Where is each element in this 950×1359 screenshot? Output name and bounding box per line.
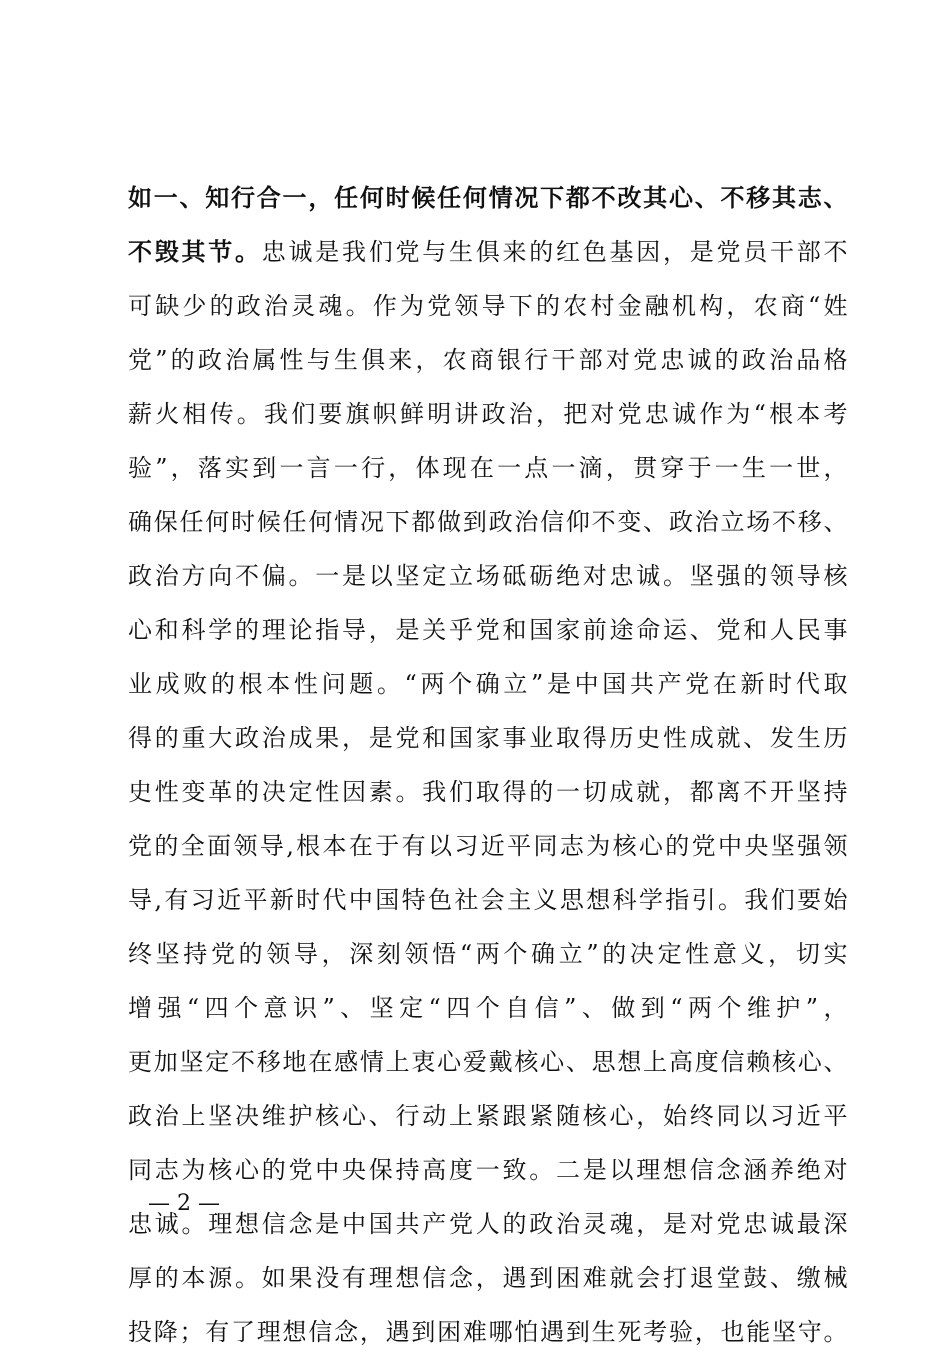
text-line [128,171,848,225]
text-line [128,279,848,333]
line-text: 增强“四个意识”、坚定“四个自信”、做到“两个维护”， [128,994,848,1022]
line-text: 薪火相传。我们要旗帜鲜明讲政治，把对党忠诚作为“根本考 [128,400,848,428]
text-line [128,1089,848,1143]
text-line [128,1143,848,1197]
line-text: 确保任何时候任何情况下都做到政治信仰不变、政治立场不移、 [128,508,848,536]
line-text: 党的全面领导,根本在于有以习近平同志为核心的党中央坚强领 [128,832,848,860]
line-text: 心和科学的理论指导，是关乎党和国家前途命运、党和人民事 [128,616,848,644]
bold-heading: 如一、知行合一，任何时候任何情况下都不改其心、不移其志、 [128,183,848,212]
line-text: 政治上坚决维护核心、行动上紧跟紧随核心，始终同以习近平 [128,1102,848,1130]
text-line [128,549,848,603]
text-line [128,225,848,279]
text-line [128,765,848,819]
text-line [128,819,848,873]
text-line [128,441,848,495]
line-text: 更加坚定不移地在感情上衷心爱戴核心、思想上高度信赖核心、 [128,1048,848,1076]
text-line [128,1305,848,1359]
line-text: 党”的政治属性与生俱来，农商银行干部对党忠诚的政治品格 [128,346,848,374]
body-text [128,171,848,1359]
text-line [128,387,848,441]
line-text: 验”，落实到一言一行，体现在一点一滴，贯穿于一生一世， [128,454,848,482]
text-line [128,333,848,387]
text-line [128,981,848,1035]
text-line [128,495,848,549]
line-text: 同志为核心的党中央保持高度一致。二是以理想信念涵养绝对 [128,1156,848,1184]
text-line [128,1197,848,1251]
bold-heading: 不毁其节。 [128,237,262,266]
text-line [128,1035,848,1089]
line-text: 忠诚。理想信念是中国共产党人的政治灵魂，是对党忠诚最深 [128,1210,848,1238]
line-text: 忠诚是我们党与生俱来的红色基因，是党员干部不 [261,238,848,266]
line-text: 业成败的根本性问题。“两个确立”是中国共产党在新时代取 [128,670,848,698]
line-text: 投降；有了理想信念，遇到困难哪怕遇到生死考验，也能坚守。 [128,1318,848,1346]
text-line [128,873,848,927]
line-text: 政治方向不偏。一是以坚定立场砥砺绝对忠诚。坚强的领导核 [128,562,848,590]
line-text: 导,有习近平新时代中国特色社会主义思想科学指引。我们要始 [128,886,848,914]
text-line [128,1251,848,1305]
line-text: 史性变革的决定性因素。我们取得的一切成就，都离不开坚持 [128,778,848,806]
line-text: 终坚持党的领导，深刻领悟“两个确立”的决定性意义，切实 [128,940,848,968]
text-line [128,711,848,765]
text-line [128,927,848,981]
text-line [128,603,848,657]
line-text: 厚的本源。如果没有理想信念，遇到困难就会打退堂鼓、缴械 [128,1264,848,1292]
page-number: — 2 — [148,1191,220,1216]
line-text: 可缺少的政治灵魂。作为党领导下的农村金融机构，农商“姓 [128,292,848,320]
line-text: 得的重大政治成果，是党和国家事业取得历史性成就、发生历 [128,724,848,752]
text-line [128,657,848,711]
